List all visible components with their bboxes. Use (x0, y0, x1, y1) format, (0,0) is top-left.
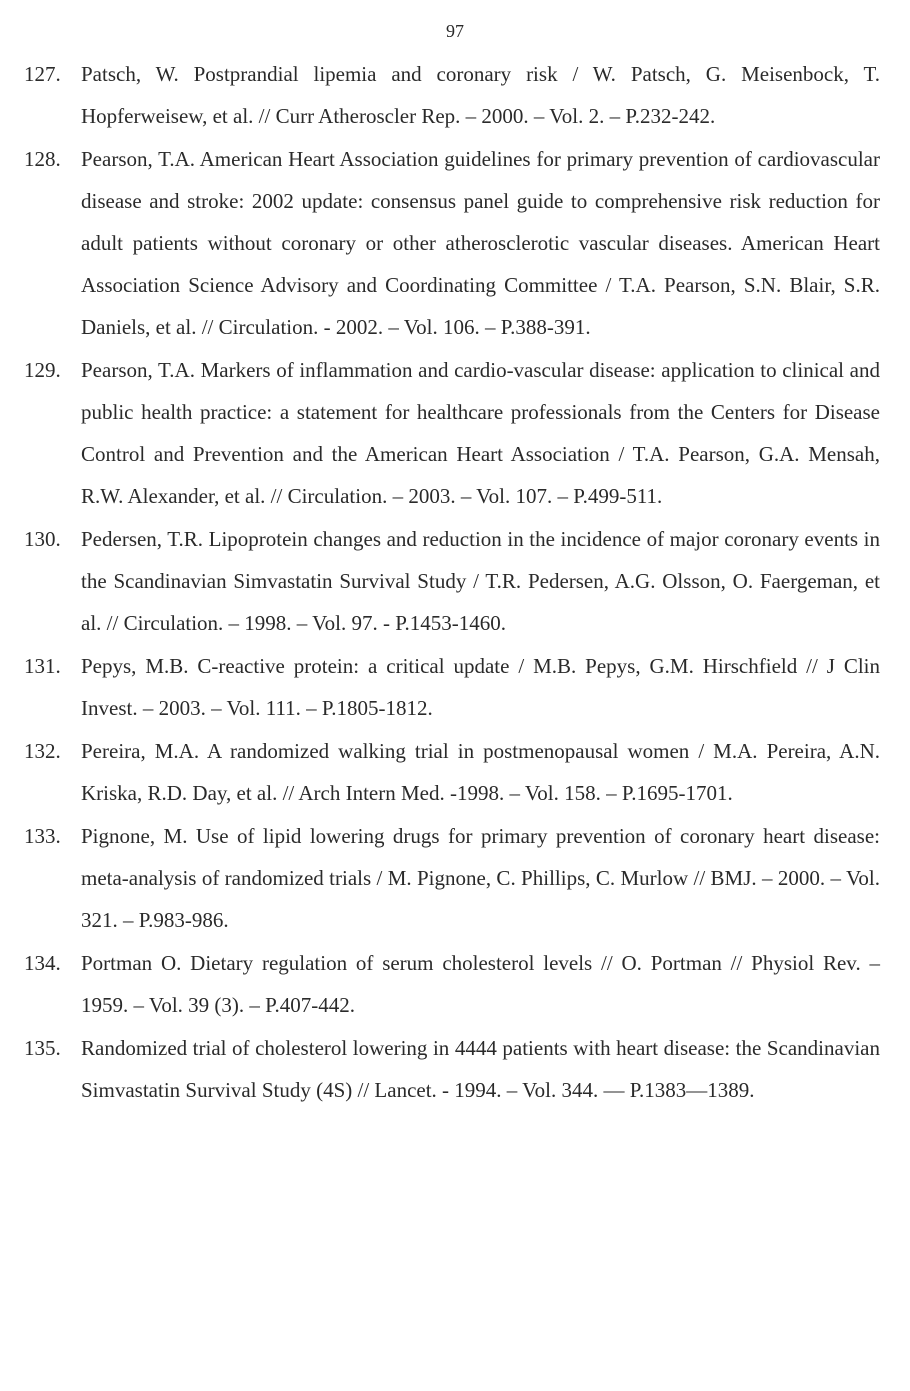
reference-text: Portman O. Dietary regulation of serum cholesterol levels // O. Portman // Physiol Rev. – 1959. – Vol. 39 (3). – P.407-442. (81, 951, 880, 1017)
reference-item (0, 645, 910, 729)
reference-item (0, 138, 910, 348)
reference-text: Pedersen, T.R. Lipoprotein changes and reduction in the incidence of major coronary events in the Scandinavian Simvastatin Survival Study / T.R. Pedersen, A.G. Olsson, O. Faergeman, et al. // Circulation. – 1998. – Vol. 97. - P.1453-1460. (81, 527, 880, 635)
reference-text: Randomized trial of cholesterol lowering in 4444 patients with heart disease: the Scandinavian Simvastatin Survival Study (4S) // Lancet. - 1994. – Vol. 344. — P.1383—1389. (81, 1036, 880, 1102)
reference-item (0, 730, 910, 814)
reference-number: 131. (24, 654, 61, 678)
reference-item (0, 1027, 910, 1111)
reference-number: 133. (24, 824, 61, 848)
reference-number: 127. (24, 62, 61, 86)
reference-text: Pepys, M.B. C-reactive protein: a critical update / M.B. Pepys, G.M. Hirschfield // J Clin Invest. – 2003. – Vol. 111. – P.1805-1812. (81, 654, 880, 720)
reference-text: Pignone, M. Use of lipid lowering drugs for primary prevention of coronary heart disease: meta-analysis of randomized trials / M. Pignone, C. Phillips, C. Murlow // BMJ. – 2000. – Vol. 321. – P.983-986. (81, 824, 880, 932)
page-number: 97 (446, 21, 464, 41)
reference-text: Pearson, T.A. Markers of inflammation and cardio-vascular disease: application to clinical and public health practice: a statement for healthcare professionals from the Centers for Disease Control and Prevention and the American Heart Association / T.A. Pearson, G.A. Mensah, R.W. Alexander, et al. // Circulation. – 2003. – Vol. 107. – P.499-511. (81, 358, 880, 508)
reference-number: 134. (24, 951, 61, 975)
reference-text: Pearson, T.A. American Heart Association guidelines for primary prevention of cardiovascular disease and stroke: 2002 update: consensus panel guide to comprehensive risk reduction for adult patients without coronary or other atherosclerotic vascular diseases. American Heart Association Science Advisory and Coordinating Committee / T.A. Pearson, S.N. Blair, S.R. Daniels, et al. // Circulation. - 2002. – Vol. 106. – P.388-391. (81, 147, 880, 339)
reference-number: 135. (24, 1036, 61, 1060)
reference-number: 129. (24, 358, 61, 382)
reference-item (0, 815, 910, 941)
reference-text: Patsch, W. Postprandial lipemia and coronary risk / W. Patsch, G. Meisenbock, T. Hopferweisew, et al. // Curr Atheroscler Rep. – 2000. – Vol. 2. – P.232-242. (81, 62, 880, 128)
reference-item (0, 349, 910, 517)
reference-number: 130. (24, 527, 61, 551)
reference-item (0, 518, 910, 644)
reference-number: 132. (24, 739, 61, 763)
reference-number: 128. (24, 147, 61, 171)
reference-list (0, 53, 910, 1112)
reference-item (0, 942, 910, 1026)
reference-item (0, 53, 910, 137)
reference-text: Pereira, M.A. A randomized walking trial in postmenopausal women / M.A. Pereira, A.N. Kriska, R.D. Day, et al. // Arch Intern Med. -1998. – Vol. 158. – P.1695-1701. (81, 739, 880, 805)
